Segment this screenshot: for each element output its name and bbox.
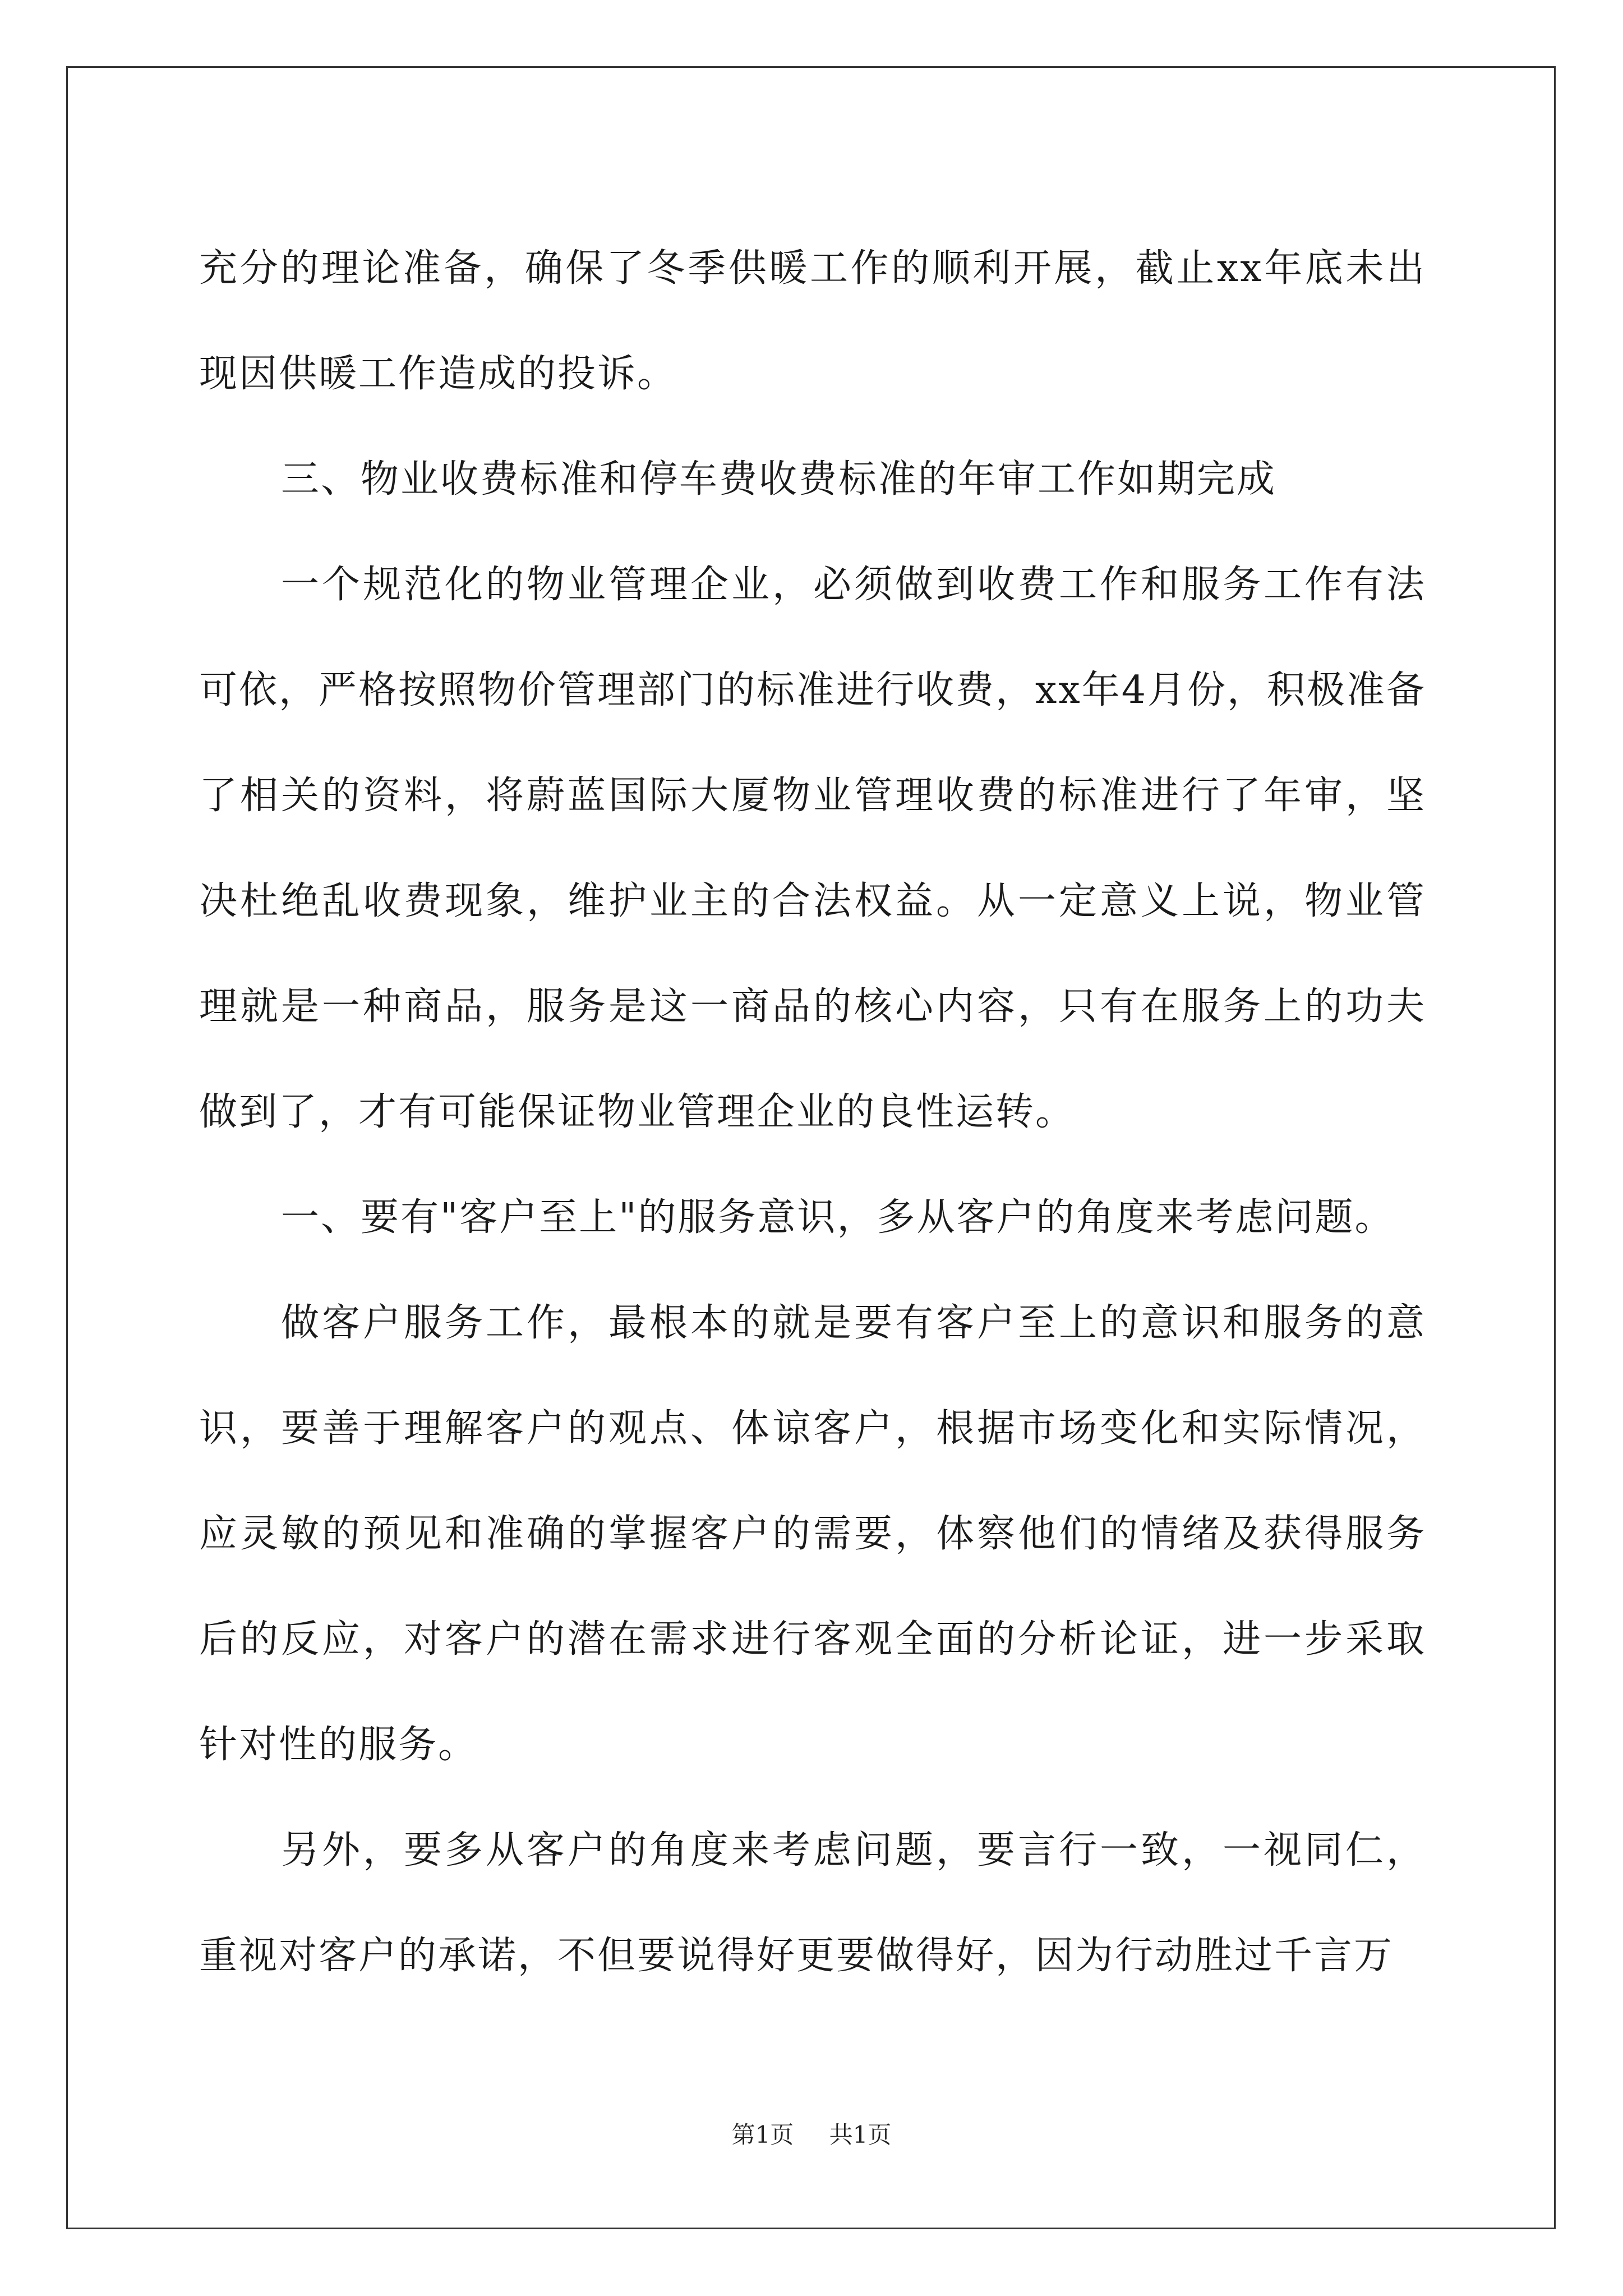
page-total: 共1页 bbox=[829, 2121, 892, 2148]
page-footer bbox=[0, 2118, 1623, 2152]
paragraph-1: 充分的理论准备，确保了冬季供暖工作的顺利开展，截止xx年底未出现因供暖工作造成的投诉。 bbox=[199, 246, 1426, 396]
page-number: 第1页 bbox=[731, 2121, 794, 2148]
paragraph-2: 一个规范化的物业管理企业，必须做到收费工作和服务工作有法可依，严格按照物价管理部门的标准进行收费，xx年4月份，积极准备了相关的资料，将蔚蓝国际大厦物业管理收费的标准进行了年审，坚决杜绝乱收费现象，维护业主的合法权益。从一定意义上说，物业管理就是一种商品，服务是这一商品的核心内容，只有在服务上的功夫做到了，才有可能保证物业管理企业的良性运转。 bbox=[199, 563, 1426, 1134]
document-body bbox=[199, 216, 1426, 2009]
section-heading-3: 三、物业收费标准和停车费收费标准的年审工作如期完成 bbox=[281, 457, 1277, 501]
paragraph-4: 另外，要多从客户的角度来考虑问题，要言行一致，一视同仁，重视对客户的承诺，不但要说得好更要做得好，因为行动胜过千言万 bbox=[199, 1828, 1426, 1978]
section-heading-1: 一、要有"客户至上"的服务意识，多从客户的角度来考虑问题。 bbox=[281, 1195, 1395, 1240]
paragraph-3: 做客户服务工作，最根本的就是要有客户至上的意识和服务的意识，要善于理解客户的观点、体谅客户，根据市场变化和实际情况，应灵敏的预见和准确的掌握客户的需要，体察他们的情绪及获得服务后的反应，对客户的潜在需求进行客观全面的分析论证，进一步采取针对性的服务。 bbox=[199, 1301, 1426, 1767]
